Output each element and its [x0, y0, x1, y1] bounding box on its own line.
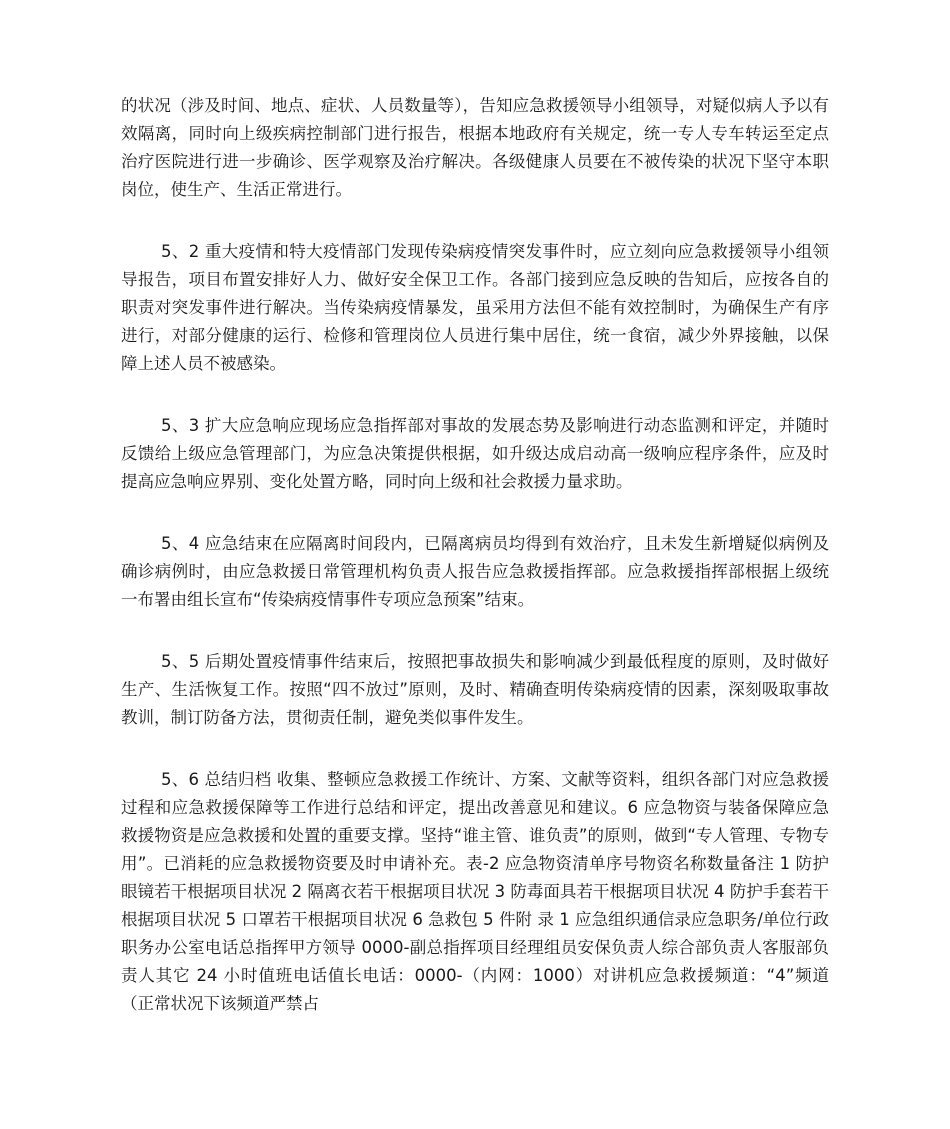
- paragraph-5-5: 5、5 后期处置疫情事件结束后，按照把事故损失和影响减少到最低程度的原则，及时做好生产、生活恢复工作。按照“四不放过”原则，及时、精确查明传染病疫情的因素，深刻吸取事故教训，制订防备方法，贯彻责任制，避免类似事件发生。: [121, 652, 829, 727]
- paragraph-5-3: 5、3 扩大应急响应现场应急指挥部对事故的发展态势及影响进行动态监测和评定，并随时反馈给上级应急管理部门，为应急决策提供根据，如升级达成启动高一级响应程序条件，应及时提高应急响应界别、变化处置方略，同时向上级和社会救援力量求助。: [121, 416, 829, 491]
- paragraph-5-6: 5、6 总结归档 收集、整顿应急救援工作统计、方案、文献等资料，组织各部门对应急救援过程和应急救援保障等工作进行总结和评定，提出改善意见和建议。6 应急物资与装备保障应急救援物资是应急救援和处置的重要支撑。坚持“谁主管、谁负责”的原则，做到“专人管理、专物专用”。已消耗的应急救援物资要及时申请补充。表-2 应急物资清单序号物资名称数量备注 1 防护眼镜若干根据项目状况 2 隔离衣若干根据项目状况 3 防毒面具若干根据项目状况 4 防护手套若干根据项目状况 5 口罩若干根据项目状况 6 急救包 5 件附 录 1 应急组织通信录应急职务/单位行政职务办公室电话总指挥甲方领导 0000-副总指挥项目经理组员安保负责人综合部负责人客服部负责人其它 24 小时值班电话值长电话：0000-（内网：1000）对讲机应急救援频道：“4”频道（正常状况下该频道严禁占: [121, 770, 829, 1013]
- paragraph-5-2: 5、2 重大疫情和特大疫情部门发现传染病疫情突发事件时，应立刻向应急救援领导小组领导报告，项目布置安排好人力、做好安全保卫工作。各部门接到应急反映的告知后，应按各自的职责对突发事件进行解决。当传染病疫情暴发，虽采用方法但不能有效控制时，为确保生产有序进行，对部分健康的运行、检修和管理岗位人员进行集中居住，统一食宿，减少外界接触，以保障上述人员不被感染。: [121, 242, 829, 373]
- paragraph-continuation: 的状况（涉及时间、地点、症状、人员数量等），告知应急救援领导小组领导，对疑似病人予以有效隔离，同时向上级疾病控制部门进行报告，根据本地政府有关规定，统一专人专车转运至定点治疗医院进行进一步确诊、医学观察及治疗解决。各级健康人员要在不被传染的状况下坚守本职岗位，使生产、生活正常进行。: [121, 96, 829, 199]
- document-body: [121, 92, 829, 1052]
- paragraph-5-4: 5、4 应急结束在应隔离时间段内，已隔离病员均得到有效治疗，且未发生新增疑似病例及确诊病例时，由应急救援日常管理机构负责人报告应急救援指挥部。应急救援指挥部根据上级统一布署由组长宣布“传染病疫情事件专项应急预案”结束。: [121, 534, 829, 609]
